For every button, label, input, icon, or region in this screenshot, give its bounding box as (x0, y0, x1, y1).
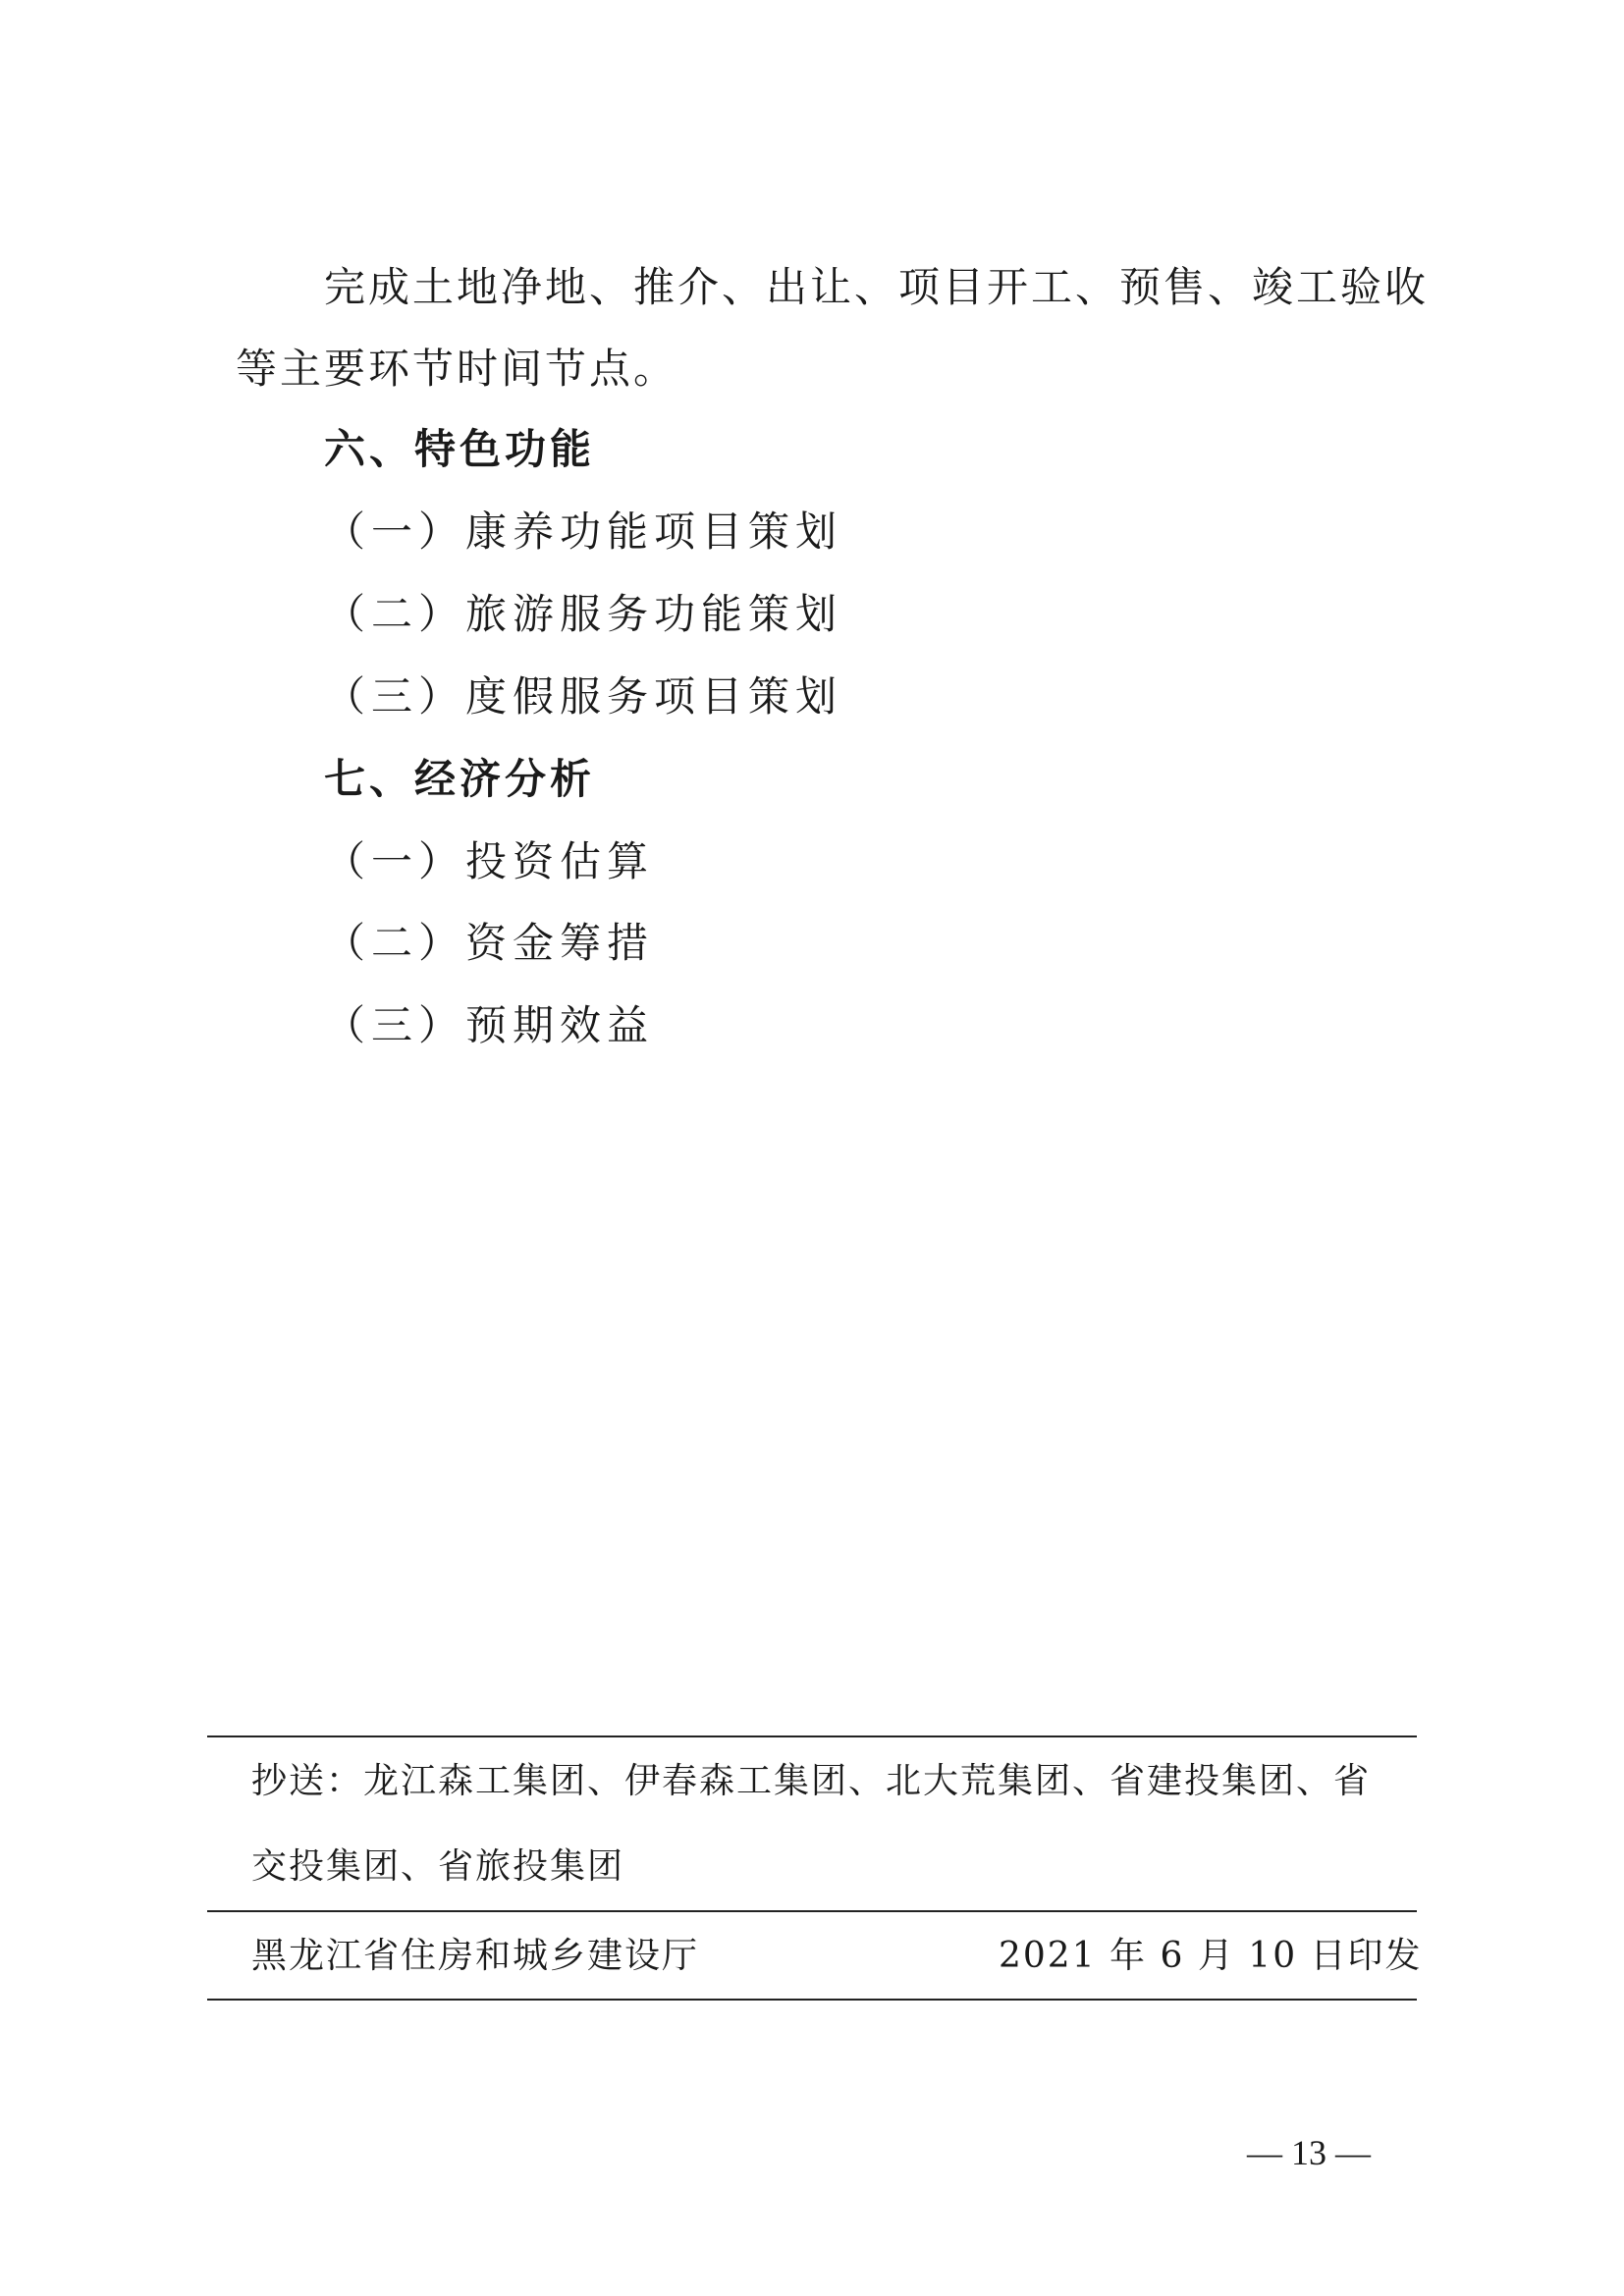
cc-line-1: 抄送：龙江森工集团、伊春森工集团、北大荒集团、省建投集团、省 (251, 1761, 1372, 1801)
section-heading-7: 七、经济分析 (324, 755, 596, 803)
page-number: — 13 — (1247, 2133, 1371, 2172)
section-6-item-1: （一）康养功能项目策划 (324, 507, 843, 556)
paragraph-line-1: 完成土地净地、推介、出让、项目开工、预售、竣工验收 (324, 263, 1430, 311)
section-heading-6: 六、特色功能 (324, 425, 596, 473)
paragraph-line-2: 等主要环节时间节点。 (236, 345, 678, 393)
footer-middle-rule (207, 1910, 1417, 1912)
issuer-name: 黑龙江省住房和城乡建设厅 (251, 1936, 700, 1976)
issue-date: 2021 年 6 月 10 日印发 (999, 1936, 1423, 1976)
section-7-item-2: （二）资金筹措 (324, 919, 655, 967)
footer-top-rule (207, 1735, 1417, 1737)
cc-line-2: 交投集团、省旅投集团 (251, 1846, 625, 1887)
section-6-item-2: （二）旅游服务功能策划 (324, 590, 843, 638)
section-7-item-1: （一）投资估算 (324, 837, 655, 885)
section-7-item-3: （三）预期效益 (324, 1001, 655, 1049)
section-6-item-3: （三）度假服务项目策划 (324, 672, 843, 721)
footer-bottom-rule (207, 1999, 1417, 2001)
